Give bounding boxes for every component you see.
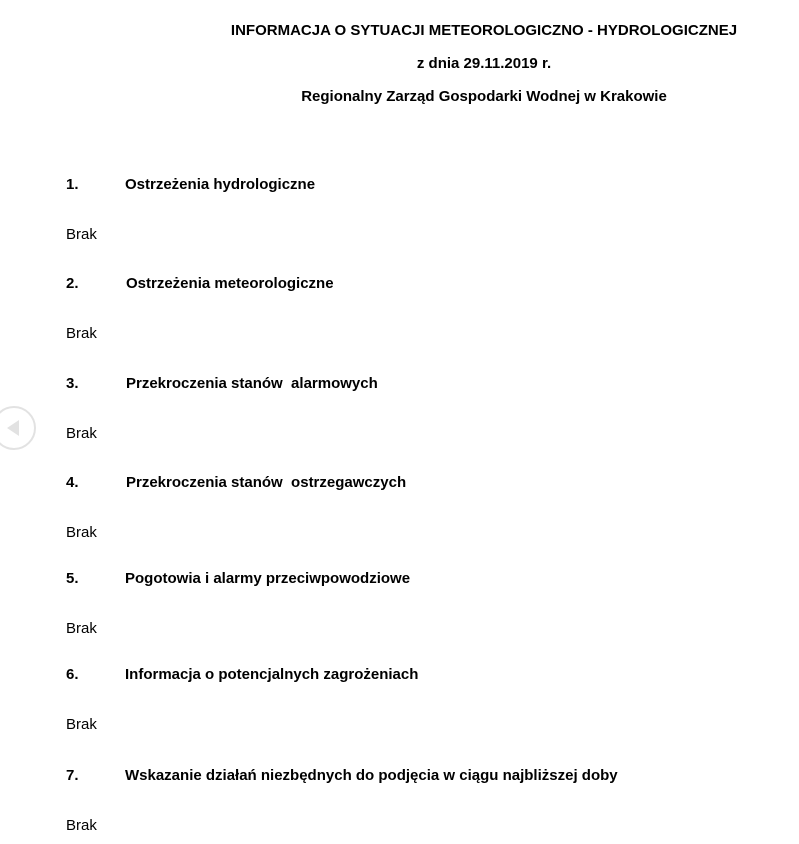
section-title: Przekroczenia stanów alarmowych: [126, 375, 378, 392]
section-title: Pogotowia i alarmy przeciwpowodziowe: [125, 570, 411, 587]
section-body: Brak: [66, 817, 97, 834]
section-body: Brak: [66, 620, 97, 637]
section-title: Przekroczenia stanów ostrzegawczych: [126, 474, 407, 491]
chevron-left-icon: [6, 419, 20, 437]
section-6: [66, 666, 766, 733]
section-heading: [66, 570, 766, 590]
section-2: [66, 275, 766, 342]
section-title: Ostrzeżenia hydrologiczne: [125, 176, 316, 193]
section-number: 6.: [66, 666, 79, 683]
section-number: 3.: [66, 375, 79, 392]
section-7: [66, 767, 766, 834]
section-heading: [66, 275, 766, 295]
section-heading: [66, 767, 766, 787]
section-number: 4.: [66, 474, 79, 491]
section-heading: [66, 474, 766, 494]
previous-page-button[interactable]: [0, 406, 36, 450]
section-body: Brak: [66, 226, 97, 243]
section-number: 5.: [66, 570, 79, 587]
section-number: 2.: [66, 275, 79, 292]
section-heading: [66, 176, 766, 196]
section-number: 1.: [66, 176, 79, 193]
section-title: Ostrzeżenia meteorologiczne: [126, 275, 334, 292]
section-heading: [66, 375, 766, 395]
organization-name: Regionalny Zarząd Gospodarki Wodnej w Krakowie: [301, 88, 667, 105]
section-3: [66, 375, 766, 442]
report-date: z dnia 29.11.2019 r.: [416, 55, 552, 72]
section-title: Wskazanie działań niezbędnych do podjęcia w ciągu najbliższej doby: [125, 767, 618, 784]
page-title: INFORMACJA O SYTUACJI METEOROLOGICZNO - HYDROLOGICZNEJ: [230, 22, 738, 39]
section-body: Brak: [66, 716, 97, 733]
section-title: Informacja o potencjalnych zagrożeniach: [125, 666, 419, 683]
section-body: Brak: [66, 425, 97, 442]
section-heading: [66, 666, 766, 686]
section-1: [66, 176, 766, 243]
section-body: Brak: [66, 524, 97, 541]
section-number: 7.: [66, 767, 79, 784]
section-5: [66, 570, 766, 637]
section-4: [66, 474, 766, 541]
section-body: Brak: [66, 325, 97, 342]
